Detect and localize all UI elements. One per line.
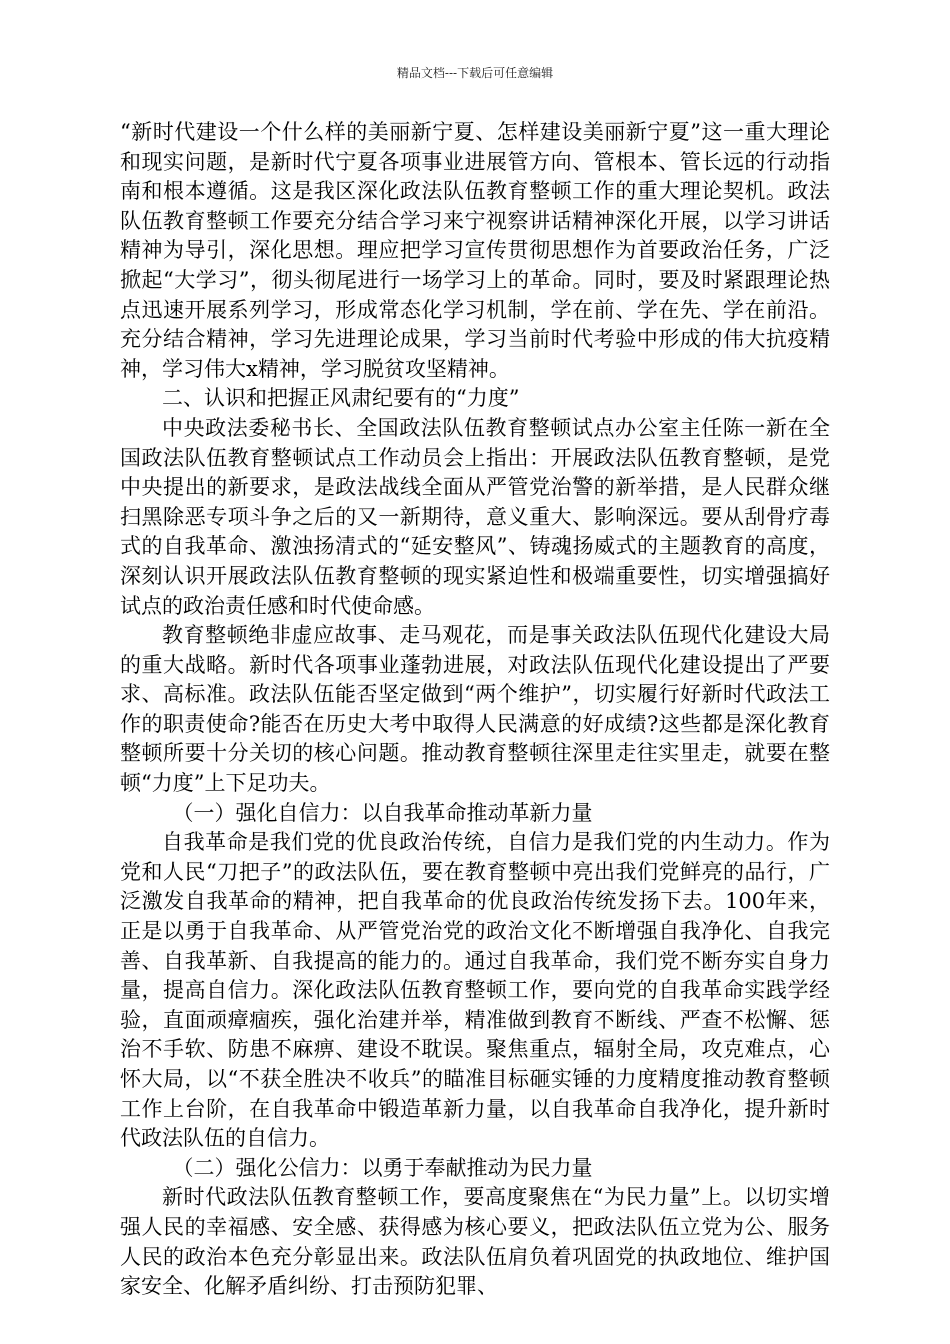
paragraph-intro: “新时代建设一个什么样的美丽新宁夏、怎样建设美丽新宁夏”这一重大理论和现实问题，是新时代宁夏各项事业进展管方向、管根本、管长远的行动指南和根本遵循。这是我区深化政法队伍教育整顿工作的重大理论契机。政法队伍教育整顿工作要充分结合学习来宁视察讲话精神深化开展，以学习讲话精神为导引，深化思想。理应把学习宣传贯彻思想作为首要政治任务，广泛掀起“大学习”，彻头彻尾进行一场学习上的革命。同时，要及时紧跟理论热点迅速开展系列学习，形成常态化学习机制，学在前、学在先、学在前沿。充分结合精神，学习先进理论成果，学习当前时代考验中形成的伟大抗疫精神，学习伟大x精神，学习脱贫攻坚精神。 (120, 120, 830, 381)
paragraph-serve-people: 新时代政法队伍教育整顿工作，要高度聚焦在“为民力量”上。以切实增强人民的幸福感、安全感、获得感为核心要义，把政法队伍立党为公、服务人民的政治本色充分彰显出来。政法队伍肩负着巩固党的执政地位、维护国家安全、化解矛盾纠纷、打击预防犯罪、 (120, 1185, 830, 1299)
section-heading-2: 二、认识和把握正风肃纪要有的“力度” (162, 386, 520, 411)
sub-heading-self-confidence: （一）强化自信力：以自我革命推动革新力量 (172, 800, 593, 825)
document-body (120, 118, 830, 1302)
sub-heading-public-trust: （二）强化公信力：以勇于奉献推动为民力量 (172, 1155, 593, 1180)
paragraph-chen-yixin: 中央政法委秘书长、全国政法队伍教育整顿试点办公室主任陈一新在全国政法队伍教育整顿试点工作动员会上指出：开展政法队伍教育整顿，是党中央提出的新要求，是政法战线全面从严管党治警的新举措，是人民群众继扫黑除恶专项斗争之后的又一新期待，意义重大、影响深远。要从刮骨疗毒式的自我革命、激浊扬清式的“延安整风”、铸魂扬威式的主题教育的高度，深刻认识开展政法队伍教育整顿的现实紧迫性和极端重要性，切实增强搞好试点的政治责任感和时代使命感。 (120, 415, 830, 618)
paragraph-education-rectification: 教育整顿绝非虚应故事、走马观花，而是事关政法队伍现代化建设大局的重大战略。新时代各项事业蓬勃进展，对政法队伍现代化建设提出了严要求、高标准。政法队伍能否坚定做到“两个维护”，切实履行好新时代政法工作的职责使命?能否在历史大考中取得人民满意的好成绩?这些都是深化教育整顿所要十分关切的核心问题。推动教育整顿往深里走往实里走，就要在整顿“力度”上下足功夫。 (120, 623, 830, 796)
paragraph-self-revolution: 自我革命是我们党的优良政治传统，自信力是我们党的内生动力。作为党和人民“刀把子”的政法队伍，要在教育整顿中亮出我们党鲜亮的品行，广泛激发自我革命的精神，把自我革命的优良政治传统发扬下去。100年来，正是以勇于自我革命、从严管党治党的政治文化不断增强自我净化、自我完善、自我革新、自我提高的能力的。通过自我革命，我们党不断夯实自身力量，提高自信力。深化政法队伍教育整顿工作，要向党的自我革命实践学经验，直面顽瘴痼疾，强化治建并举，精准做到教育不断线、严查不松懈、惩治不手软、防患不麻痹、建设不耽误。聚焦重点，辐射全局，攻克难点，心怀大局，以“不获全胜决不收兵”的瞄准目标砸实锤的力度精度推动教育整顿工作上台阶，在自我革命中锻造革新力量，以自我革命自我净化，提升新时代政法队伍的自信力。 (120, 830, 830, 1151)
page-header: 精品文档---下载后可任意编辑 (396, 66, 554, 80)
